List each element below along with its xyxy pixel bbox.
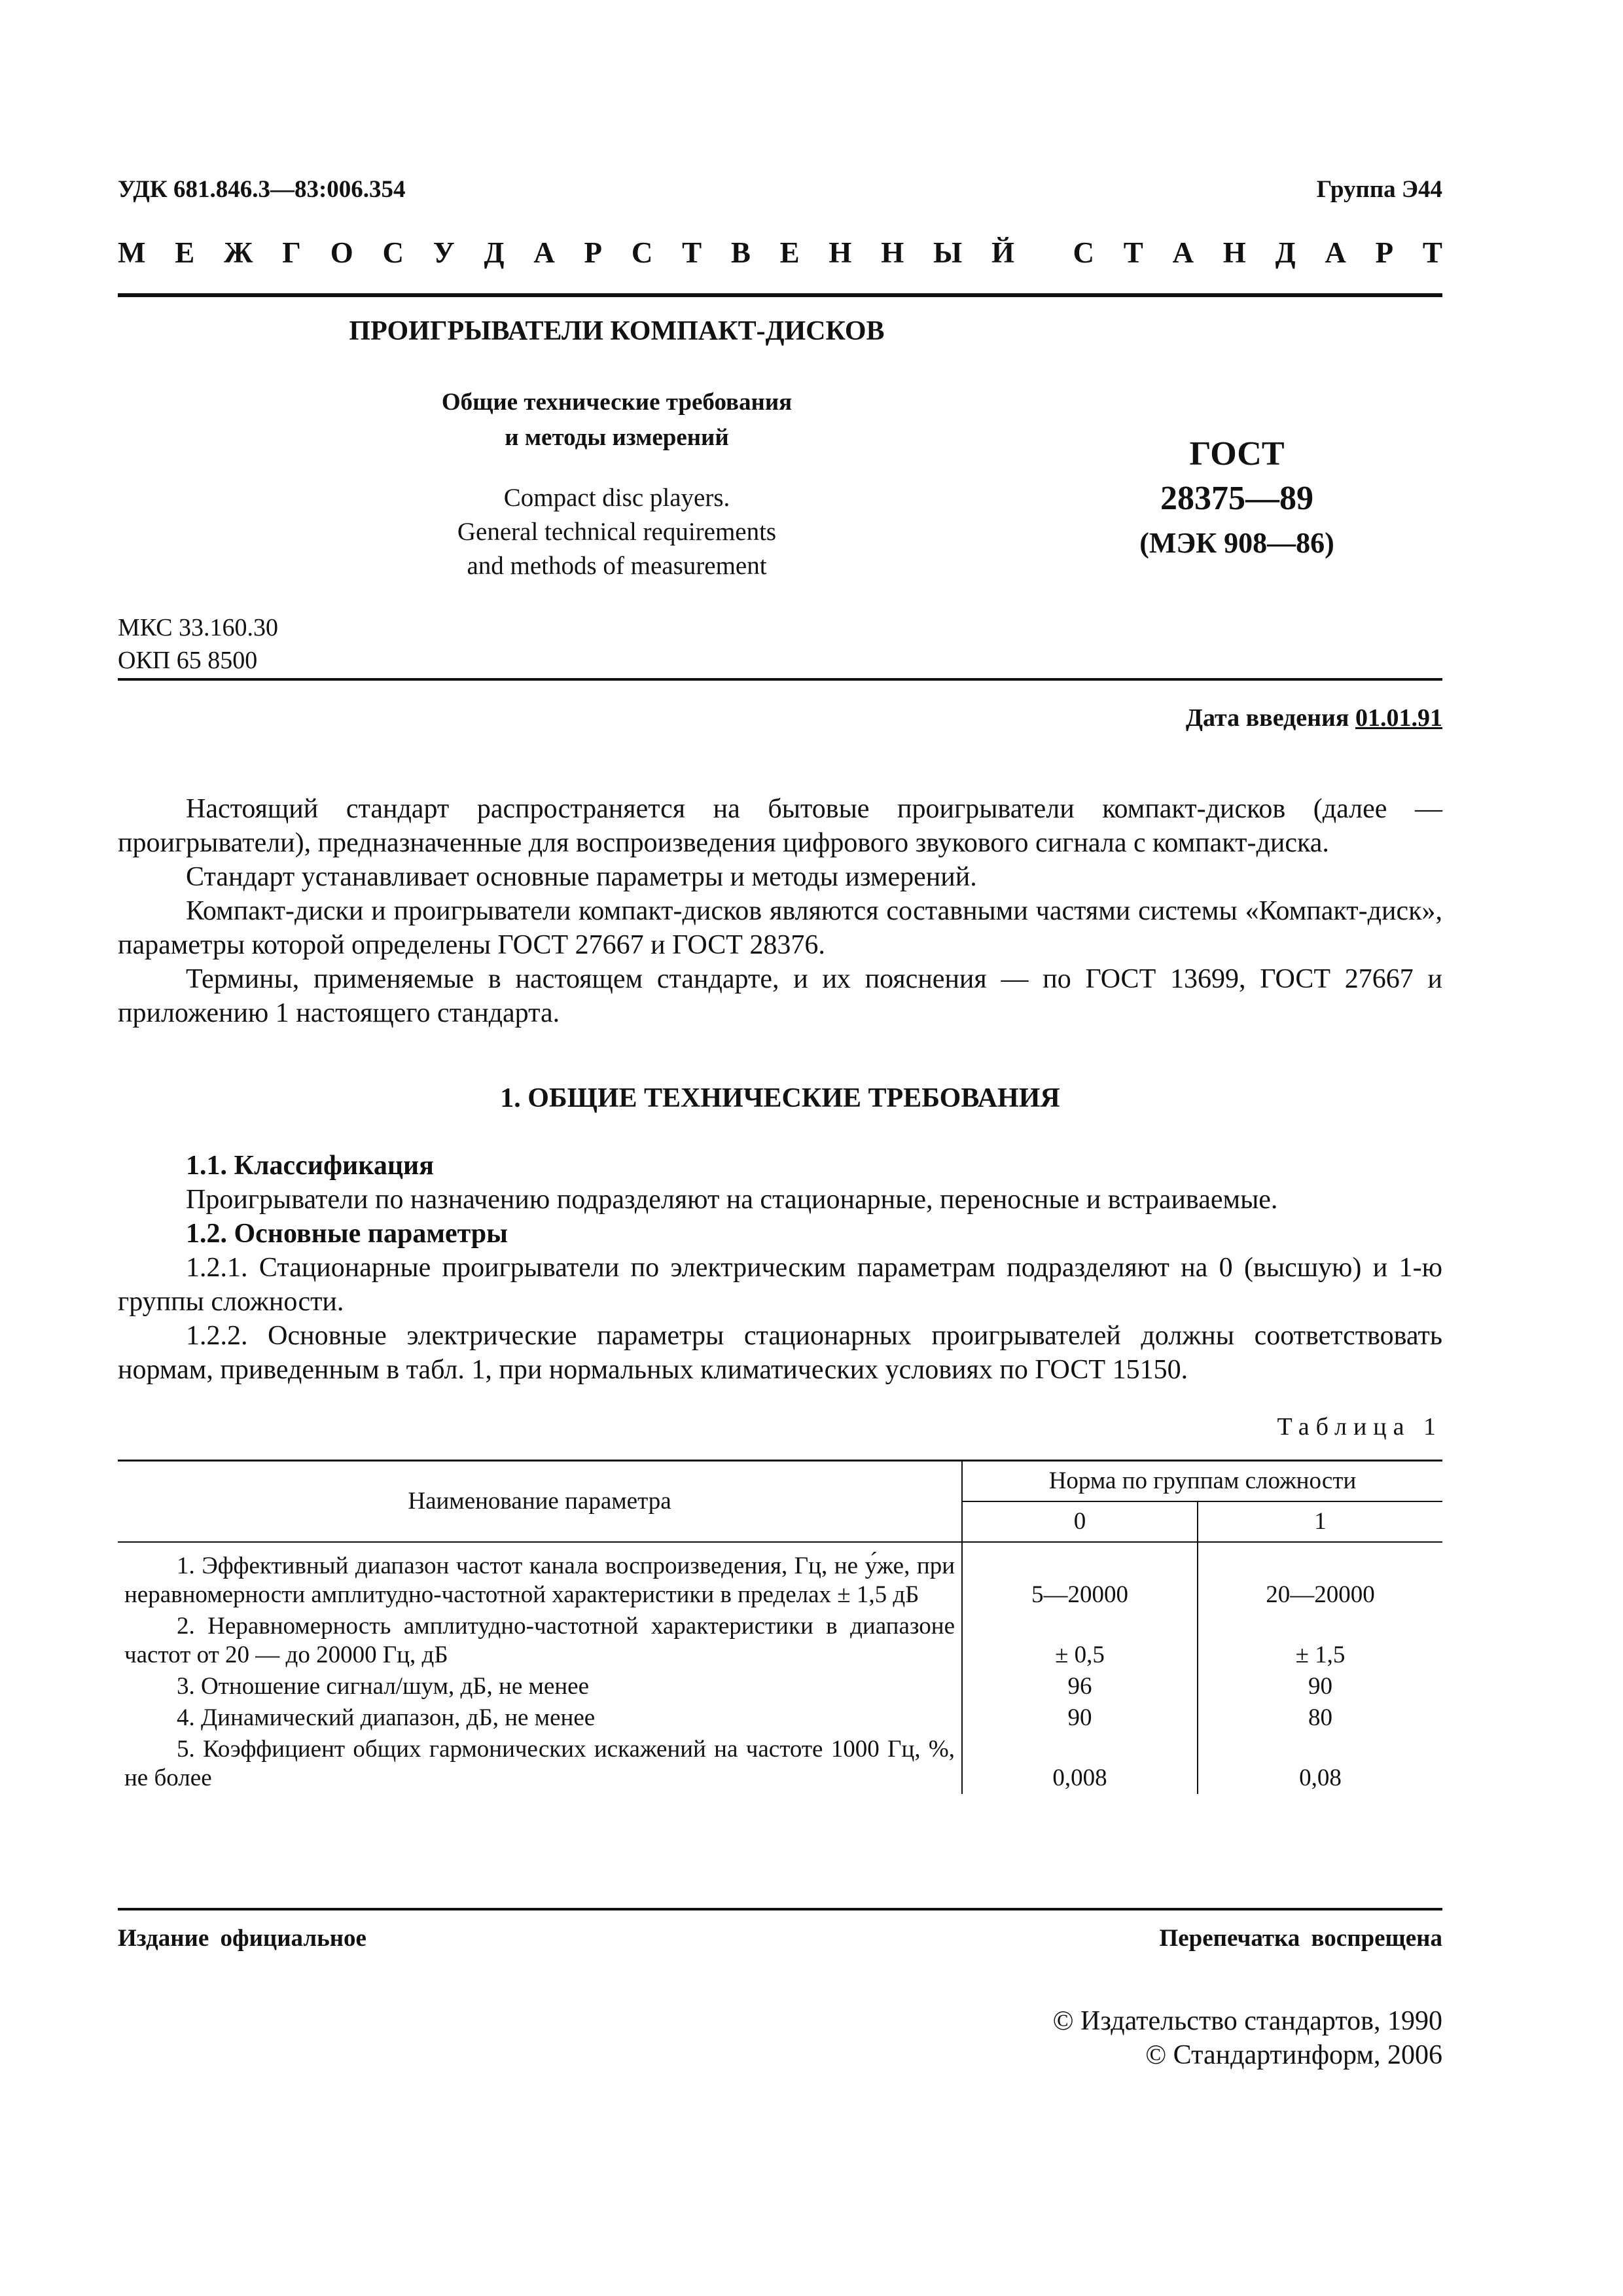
norm-group-1: 0,08	[1299, 1765, 1342, 1791]
heading-letter: Н	[881, 236, 904, 269]
clause-heading: 1.1. Классификация	[186, 1151, 434, 1181]
clause-heading: 1.2. Основные параметры	[186, 1219, 508, 1249]
footer-rule	[118, 1908, 1442, 1910]
heading-letter: В	[730, 236, 751, 269]
heading-letter: Т	[682, 236, 702, 269]
designation-line: ГОСТ	[1189, 435, 1285, 473]
heading-letter: Г	[282, 236, 301, 269]
heading-letter: С	[631, 236, 653, 269]
standard-type-heading	[118, 236, 1442, 270]
paragraph: Компакт-диски и проигрыватели компакт-дисков являются составными частями системы «Компакт-диск», параметры которой определены ГОСТ 27667 и ГОСТ 28376.	[118, 896, 1442, 960]
paragraph: Настоящий стандарт распространяется на бытовые проигрыватели компакт-дисков (далее — проигрыватели), предназначенные для воспроизведения цифрового звукового сигнала с компакт-диска.	[118, 794, 1442, 858]
heading-letter: Р	[1375, 236, 1394, 269]
heading-letter: А	[1172, 236, 1194, 269]
heading-letter: Р	[584, 236, 603, 269]
subtitle-line: Общие технические требования	[441, 389, 793, 416]
official-edition-note: Издание официальное	[118, 1925, 366, 1952]
date-value: 01.01.91	[1355, 704, 1442, 732]
heading-letter: Ы	[933, 236, 963, 269]
heading-letter: М	[118, 236, 146, 269]
norm-group-1: 80	[1308, 1704, 1332, 1731]
heading-letter: О	[330, 236, 353, 269]
intro-text	[118, 792, 1442, 1030]
table-row	[118, 1734, 1442, 1794]
table-row	[118, 1702, 1442, 1734]
header-rule	[118, 293, 1442, 297]
subtitle-line: General technical requirements	[457, 518, 777, 546]
norm-group-0: ± 0,5	[962, 1611, 1198, 1671]
heading-letter: Е	[175, 236, 195, 269]
paragraph: Проигрыватели по назначению подразделяют на стационарные, переносные и встраиваемые.	[186, 1185, 1278, 1215]
clauses-text	[118, 1149, 1442, 1387]
heading-letter: Т	[1123, 236, 1143, 269]
group-code: Группа Э44	[1316, 176, 1442, 203]
norm-group-1: 90	[1308, 1673, 1332, 1700]
reprint-prohibited-note: Перепечатка воспрещена	[1159, 1925, 1442, 1952]
norm-group-0: 90	[962, 1702, 1198, 1734]
classification-codes	[118, 611, 278, 677]
copyright-line: © Издательство стандартов, 1990	[1052, 2006, 1442, 2036]
heading-letter: Т	[1422, 236, 1442, 269]
heading-letter: А	[1325, 236, 1346, 269]
norm-group-1: ± 1,5	[1295, 1641, 1346, 1668]
standard-designation	[1001, 432, 1472, 565]
heading-letter: Д	[1275, 236, 1296, 269]
column-header-group-0: 0	[962, 1501, 1198, 1542]
paragraph: Термины, применяемые в настоящем стандарте, и их пояснения — по ГОСТ 13699, ГОСТ 27667 и приложению 1 настоящего стандарта.	[118, 964, 1442, 1028]
subtitle-line: Compact disc players.	[503, 484, 730, 512]
norm-group-1: 20—20000	[1266, 1581, 1375, 1608]
norm-group-0: 96	[962, 1671, 1198, 1702]
heading-letter: Ж	[224, 236, 253, 269]
heading-letter: У	[433, 236, 455, 269]
iec-reference: (МЭК 908—86)	[1139, 527, 1334, 559]
udk-code: УДК 681.846.3—83:006.354	[118, 176, 406, 203]
copyright-line: © Стандартинформ, 2006	[1145, 2040, 1442, 2070]
column-header-group-1: 1	[1198, 1501, 1442, 1542]
date-label: Дата введения	[1185, 704, 1355, 732]
subtitle-line: and methods of measurement	[467, 552, 767, 580]
table-row	[118, 1671, 1442, 1702]
mks-code: МКС 33.160.30	[118, 614, 279, 641]
copyright-block	[1053, 2004, 1442, 2072]
paragraph: Стандарт устанавливает основные параметры и методы измерений.	[186, 862, 977, 892]
heading-letter: Н	[829, 236, 852, 269]
okp-code: ОКП 65 8500	[118, 647, 258, 674]
parameters-table	[118, 1460, 1442, 1794]
parameter-name: 2. Неравномерность амплитудно-частотной характеристики в диапазоне частот от 20 — до 20000 Гц, дБ	[118, 1611, 962, 1671]
document-title: ПРОИГРЫВАТЕЛИ КОМПАКТ-ДИСКОВ	[349, 316, 885, 346]
norm-group-0: 0,008	[962, 1734, 1198, 1794]
heading-letter: С	[1073, 236, 1094, 269]
heading-letter: С	[382, 236, 404, 269]
parameter-name: 1. Эффективный диапазон частот канала воспроизведения, Гц, не у́же, при неравномерности амплитудно-частотной характеристики в пределах ± 1,5 дБ	[118, 1542, 962, 1611]
heading-letter: Н	[1222, 236, 1246, 269]
parameter-name: 5. Коэффициент общих гармонических искажений на частоте 1000 Гц, %, не более	[118, 1734, 962, 1794]
section-heading: 1. ОБЩИЕ ТЕХНИЧЕСКИЕ ТРЕБОВАНИЯ	[500, 1083, 1060, 1113]
table-caption: Таблица 1	[1277, 1413, 1442, 1441]
codes-rule	[118, 678, 1442, 681]
heading-letter: Д	[484, 236, 505, 269]
parameter-name: 3. Отношение сигнал/шум, дБ, не менее	[118, 1671, 962, 1702]
introduction-date	[1186, 704, 1442, 732]
subtitle-line: и методы измерений	[505, 424, 729, 451]
parameter-name: 4. Динамический диапазон, дБ, не менее	[118, 1702, 962, 1734]
heading-letter: А	[533, 236, 555, 269]
norm-group-0: 5—20000	[962, 1542, 1198, 1611]
table-row	[118, 1611, 1442, 1671]
paragraph: 1.2.2. Основные электрические параметры стационарных проигрывателей должны соответствовать нормам, приведенным в табл. 1, при нормальных климатических условиях по ГОСТ 15150.	[118, 1321, 1442, 1385]
paragraph: 1.2.1. Стационарные проигрыватели по электрическим параметрам подразделяют на 0 (высшую) и 1-ю группы сложности.	[118, 1253, 1442, 1317]
designation-number: 28375—89	[1160, 480, 1313, 517]
heading-letter: Е	[779, 236, 800, 269]
table-row	[118, 1542, 1442, 1611]
column-header-norm: Норма по группам сложности	[962, 1461, 1442, 1502]
heading-letter: Й	[991, 236, 1014, 269]
column-header-parameter: Наименование параметра	[118, 1461, 962, 1543]
